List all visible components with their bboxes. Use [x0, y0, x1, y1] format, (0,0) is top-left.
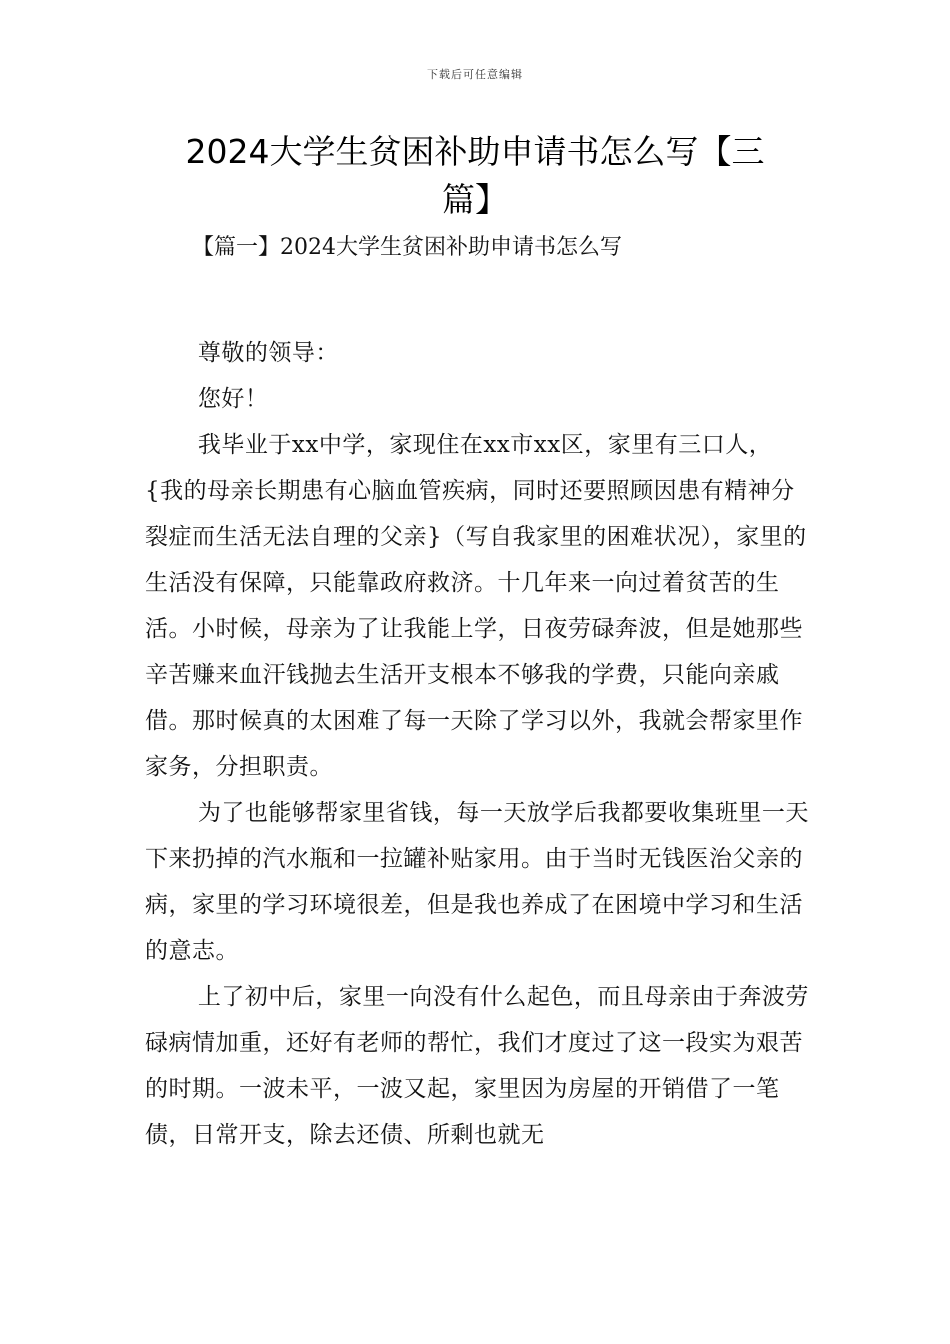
header-note: 下载后可任意编辑 [427, 68, 523, 81]
letter-body [145, 330, 809, 1158]
section-heading: 【篇一】2024大学生贫困补助申请书怎么写 [192, 235, 622, 260]
paragraph-2: 为了也能够帮家里省钱，每一天放学后我都要收集班里一天下来扔掉的汽水瓶和一拉罐补贴家用。由于当时无钱医治父亲的病，家里的学习环境很差，但是我也养成了在困境中学习和生活的意志。 [145, 800, 809, 964]
document-title: 2024大学生贫困补助申请书怎么写【三篇】 [185, 132, 765, 219]
paragraph-3: 上了初中后，家里一向没有什么起色，而且母亲由于奔波劳碌病情加重，还好有老师的帮忙，我们才度过了这一段实为艰苦的时期。一波未平，一波又起，家里因为房屋的开销借了一笔债，日常开支，除去还债、所剩也就无 [145, 984, 809, 1148]
paragraph-1: 我毕业于xx中学，家现住在xx市xx区，家里有三口人，{我的母亲长期患有心脑血管疾病，同时还要照顾因患有精神分裂症而生活无法自理的父亲}（写自我家里的困难状况），家里的生活没有保障，只能靠政府救济。十几年来一向过着贫苦的生活。小时候，母亲为了让我能上学，日夜劳碌奔波，但是她那些辛苦赚来血汗钱抛去生活开支根本不够我的学费，只能向亲戚借。那时候真的太困难了每一天除了学习以外，我就会帮家里作家务，分担职责。 [145, 432, 807, 780]
greeting: 您好！ [197, 386, 269, 412]
salutation: 尊敬的领导： [197, 340, 339, 366]
